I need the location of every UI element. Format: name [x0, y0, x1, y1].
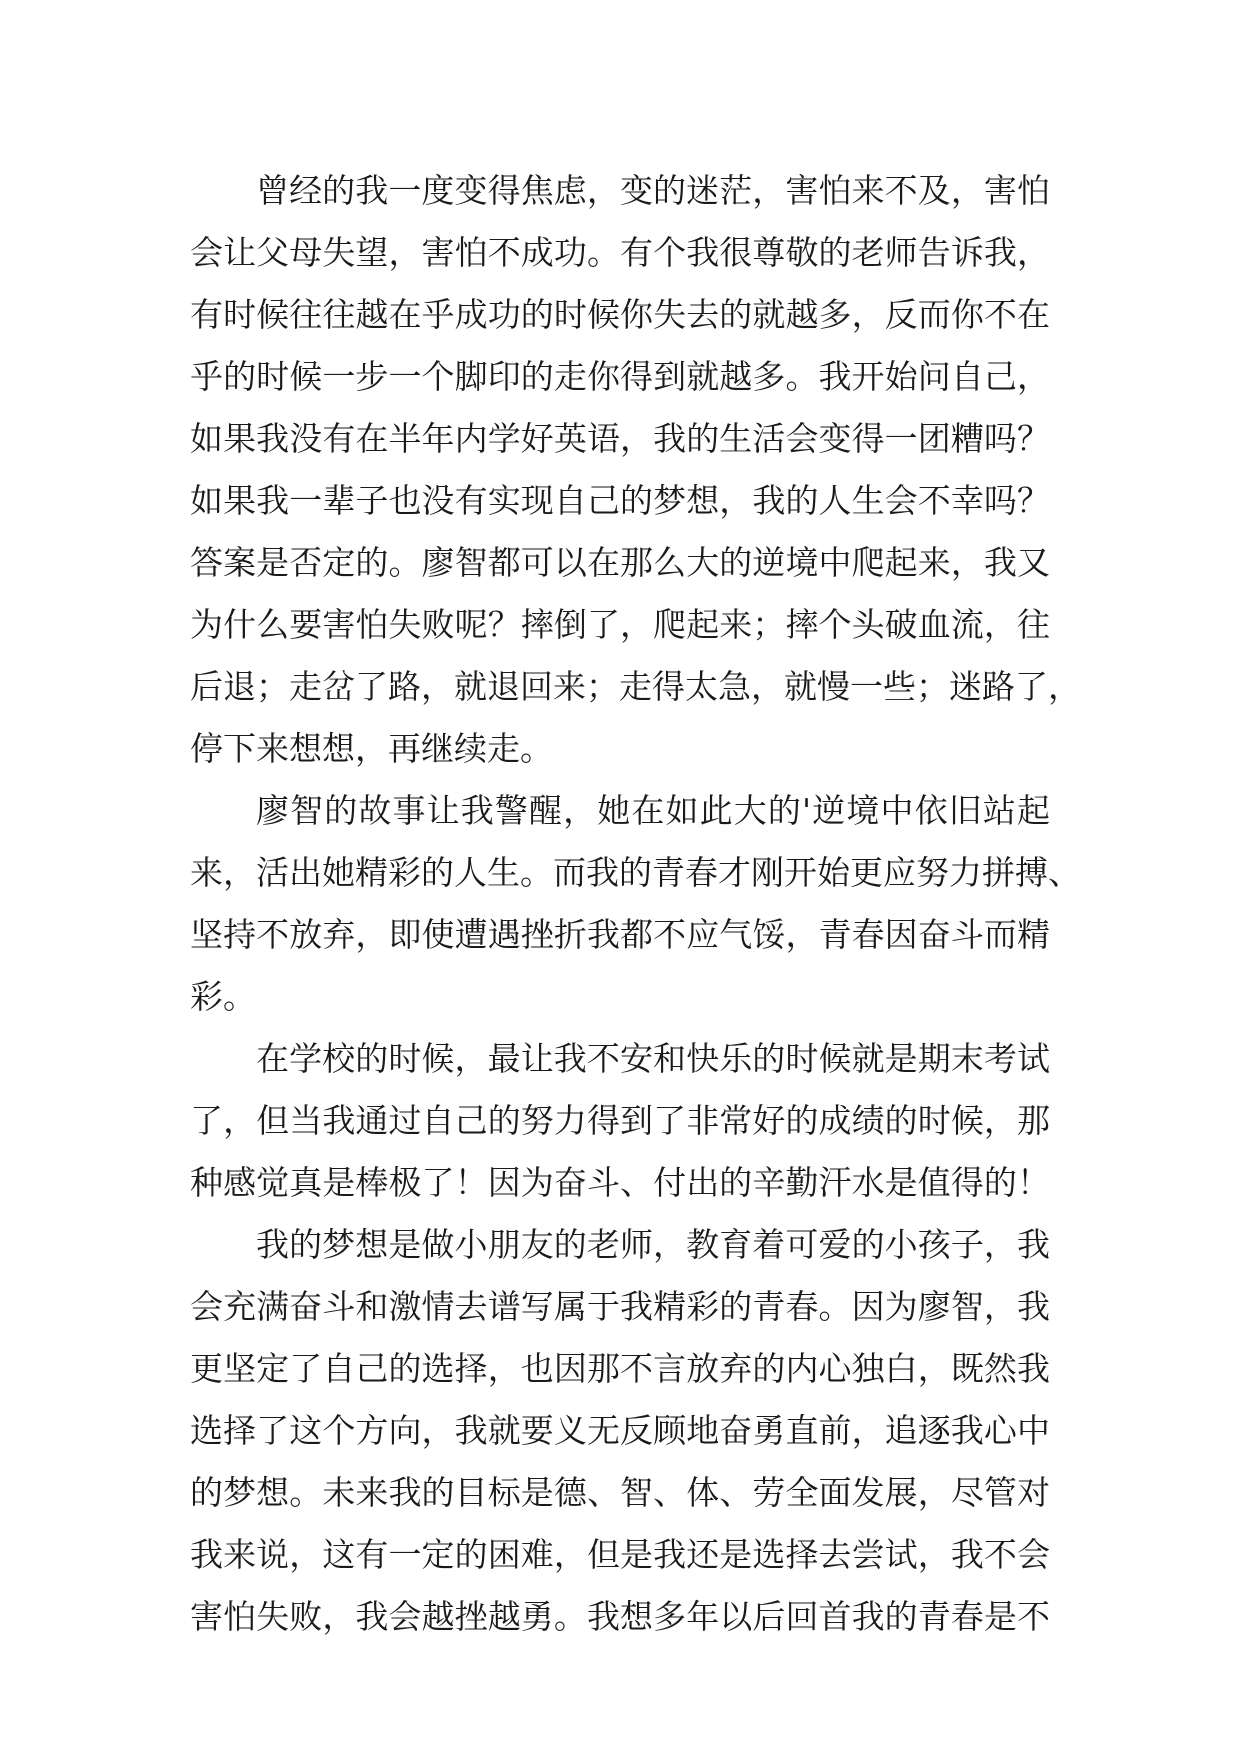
paragraph-2 [190, 780, 1081, 1028]
text-line: 的梦想。未来我的目标是德、智、体、劳全面发展，尽管对 [190, 1473, 1050, 1512]
text-line: 乎的时候一步一个脚印的走你得到就越多。我开始问自己， [190, 357, 1050, 396]
text-line: 会充满奋斗和激情去谱写属于我精彩的青春。因为廖智，我 [190, 1287, 1050, 1326]
text-line: 我的梦想是做小朋友的老师，教育着可爱的小孩子，我 [256, 1225, 1050, 1264]
text-line: 如果我没有在半年内学好英语，我的生活会变得一团糟吗？ [190, 419, 1050, 458]
text-line: 来，活出她精彩的人生。而我的青春才刚开始更应努力拼搏、 [190, 853, 1081, 892]
text-line: 更坚定了自己的选择，也因那不言放弃的内心独白，既然我 [190, 1349, 1050, 1388]
text-line: 在学校的时候，最让我不安和快乐的时候就是期末考试 [256, 1039, 1050, 1078]
text-line: 彩。 [190, 977, 256, 1016]
paragraph-4 [190, 1214, 1050, 1648]
text-line: 停下来想想，再继续走。 [190, 729, 553, 768]
text-line: 了，但当我通过自己的努力得到了非常好的成绩的时候，那 [190, 1101, 1050, 1140]
text-line: 会让父母失望，害怕不成功。有个我很尊敬的老师告诉我， [190, 233, 1050, 272]
text-line: 种感觉真是棒极了！因为奋斗、付出的辛勤汗水是值得的！ [190, 1163, 1050, 1202]
text-line: 我来说，这有一定的困难，但是我还是选择去尝试，我不会 [190, 1535, 1050, 1574]
text-line: 选择了这个方向，我就要义无反顾地奋勇直前，追逐我心中 [190, 1411, 1050, 1450]
text-line: 曾经的我一度变得焦虑，变的迷茫，害怕来不及，害怕 [256, 171, 1050, 210]
text-line: 为什么要害怕失败呢？摔倒了，爬起来；摔个头破血流，往 [190, 605, 1050, 644]
text-line: 如果我一辈子也没有实现自己的梦想，我的人生会不幸吗？ [190, 481, 1050, 520]
paragraph-3 [190, 1028, 1050, 1214]
body-text [190, 160, 1081, 1648]
paragraph-1 [190, 160, 1081, 780]
text-line: 害怕失败，我会越挫越勇。我想多年以后回首我的青春是不 [190, 1597, 1050, 1636]
text-line: 答案是否定的。廖智都可以在那么大的逆境中爬起来，我又 [190, 543, 1050, 582]
text-line: 坚持不放弃，即使遭遇挫折我都不应气馁，青春因奋斗而精 [190, 915, 1050, 954]
text-line: 后退；走岔了路，就退回来；走得太急，就慢一些；迷路了， [190, 667, 1081, 706]
text-line: 有时候往往越在乎成功的时候你失去的就越多，反而你不在 [190, 295, 1050, 334]
text-line: 廖智的故事让我警醒，她在如此大的'逆境中依旧站起 [256, 791, 1050, 830]
